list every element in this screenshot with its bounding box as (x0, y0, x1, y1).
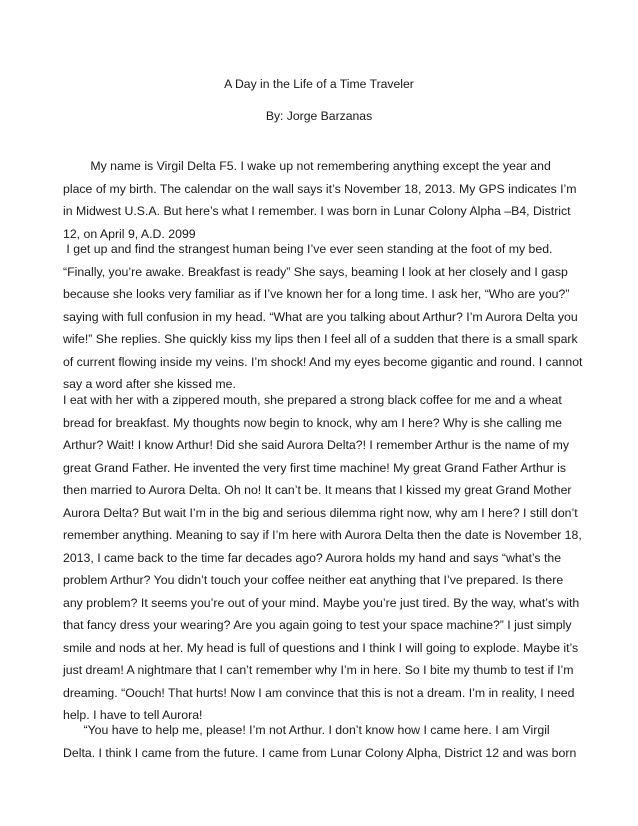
text-line: remember anything. Meaning to say if I’m here with Aurora Delta then the date is November 18, (63, 528, 582, 542)
document-byline: By: Jorge Barzanas (265, 109, 373, 123)
text-line: place of my birth. The calendar on the wall says it’s November 18, 2013. My GPS indicates I’m (63, 181, 577, 196)
paragraph-3 (63, 389, 583, 727)
text-line: “Finally, you’re awake. Breakfast is ready” She says, beaming I look at her closely and I gasp (63, 264, 568, 279)
text-line: Delta. I think I came from the future. I came from Lunar Colony Alpha, District 12 and was born (63, 745, 577, 760)
text-line: just dream! A nightmare that I can’t remember why I’m in here. So I bite my thumb to test if I’m (63, 663, 574, 677)
text-line: 12, on April 9, A.D. 2099 (63, 226, 196, 241)
text-line: that fancy dress your wearing? Are you again going to test your space machine?” I just simply (63, 618, 572, 632)
text-line: then married to Aurora Delta. Oh no! It can’t be. It means that I kissed my great Grand Mother (63, 483, 572, 497)
text-line: Aurora Delta? But wait I’m in the big and serious dilemma right now, why am I here? I still don’t (63, 505, 578, 520)
paragraph-4 (63, 719, 583, 764)
paragraph-1 (63, 155, 583, 245)
text-line: smile and nods at her. My head is full of questions and I think I will going to explode. Maybe it’s (63, 640, 579, 655)
text-line: I eat with her with a zippered mouth, she prepared a strong black coffee for me and a wheat (63, 393, 562, 407)
text-line: wife!” She replies. She quickly kiss my lips then I feel all of a sudden that there is a small spark (63, 332, 578, 346)
text-line: because she looks very familiar as if I’ve known her for a long time. I ask her, “Who are you?” (63, 287, 570, 301)
text-line: problem Arthur? You didn’t touch your coffee neither eat anything that I’ve prepared. Is there (63, 573, 564, 587)
text-line: help. I have to tell Aurora! (63, 708, 203, 722)
document-title: A Day in the Life of a Time Traveler (224, 77, 414, 91)
text-line: Arthur? Wait! I know Arthur! Did she said Aurora Delta?! I remember Arthur is the name of my (63, 438, 569, 452)
text-line: “You have to help me, please! I’m not Arthur. I don’t know how I came here. I am Virgil (63, 723, 550, 737)
text-line: any problem? It seems you’re out of your mind. Maybe you’re just tired. By the way, what’s with (63, 595, 580, 610)
text-line: dreaming. “Oouch! That hurts! Now I am convince that this is not a dream. I’m in reality, I need (63, 685, 575, 700)
text-line: great Grand Father. He invented the very first time machine! My great Grand Father Arthur is (63, 460, 567, 475)
text-line: 2013, I came back to the time far decades ago? Aurora holds my hand and says “what’s the (63, 550, 562, 565)
text-line: My name is Virgil Delta F5. I wake up not remembering anything except the year and (63, 159, 551, 173)
text-line: in Midwest U.S.A. But here’s what I remember. I was born in Lunar Colony Alpha –B4, District (63, 204, 571, 218)
text-line: I get up and find the strangest human being I’ve ever seen standing at the foot of my bed. (63, 242, 553, 256)
text-line: say a word after she kissed me. (63, 377, 236, 391)
text-line: bread for breakfast. My thoughts now begin to knock, why am I here? Why is she calling me (63, 415, 562, 430)
text-line: saying with full confusion in my head. “What are you talking about Arthur? I’m Aurora Delta you (63, 309, 578, 324)
paragraph-2 (63, 238, 583, 396)
text-line: of current flowing inside my veins. I’m shock! And my eyes become gigantic and round. I cannot (63, 354, 583, 369)
